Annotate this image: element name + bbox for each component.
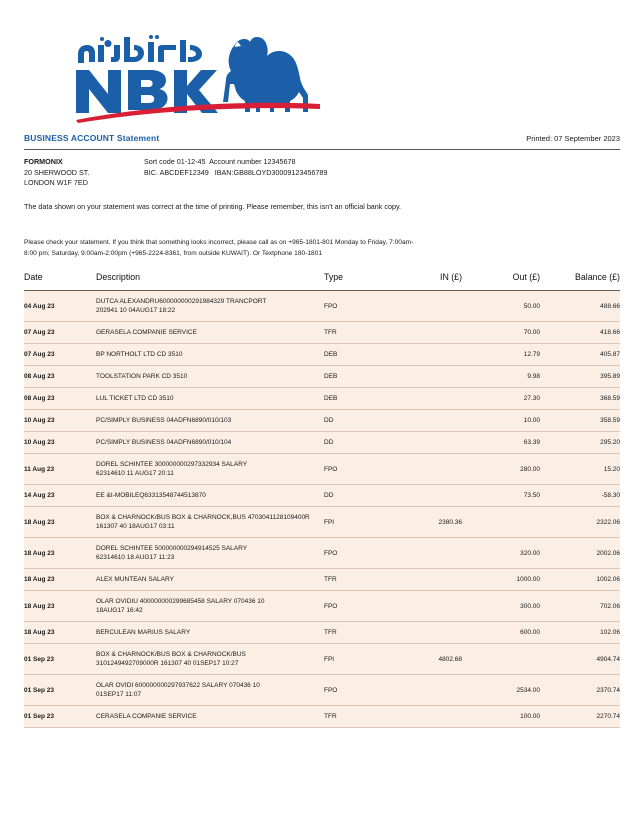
cell-in-amount xyxy=(384,322,462,344)
cell-in-amount xyxy=(384,706,462,728)
description-line-2: 01SEP17 11:07 xyxy=(96,691,142,698)
table-row xyxy=(24,569,620,591)
description-line-1: PC/SIMPLY BUSINESS 04ADFN6890/010/103 xyxy=(96,417,232,424)
description-line-1: BOX & CHARNOCK/BUS BOX & CHARNOCK/BUS xyxy=(96,651,246,658)
cell-in-amount xyxy=(384,291,462,322)
table-row xyxy=(24,706,620,728)
camel-icon xyxy=(223,37,308,112)
table-row xyxy=(24,538,620,569)
table-row xyxy=(24,410,620,432)
cell-in-amount xyxy=(384,591,462,622)
transactions-table-wrapper xyxy=(24,272,620,728)
description-line-2: 3101249492709000R 161307 40 01SEP17 10:27 xyxy=(96,660,239,667)
table-row xyxy=(24,388,620,410)
cell-description xyxy=(96,569,324,591)
description-line-1: DOREL SCHINTEE 300000000297332934 SALARY xyxy=(96,461,248,468)
cell-balance: 1002.06 xyxy=(540,569,620,591)
cell-out-amount: 12.79 xyxy=(462,344,540,366)
cell-in-amount xyxy=(384,366,462,388)
cell-out-amount: 280.00 xyxy=(462,454,540,485)
table-row xyxy=(24,507,620,538)
cell-type: FPO xyxy=(324,291,384,322)
cell-balance: 2270.74 xyxy=(540,706,620,728)
page-title: BUSINESS ACCOUNT Statement xyxy=(24,133,160,143)
cell-in-amount xyxy=(384,538,462,569)
description-line-2: 62314610 18 AUG17 11:23 xyxy=(96,554,175,561)
cell-out-amount: 320.00 xyxy=(462,538,540,569)
cell-description xyxy=(96,454,324,485)
callout-line-1: Please check your statement. If you think that something looks incorrect, please call as on +965-1801-801 Monday to Friday, 7:00am- xyxy=(24,239,414,246)
cell-date: 08 Aug 23 xyxy=(24,366,96,388)
table-row xyxy=(24,675,620,706)
cell-out-amount: 70.00 xyxy=(462,322,540,344)
account-address xyxy=(24,157,144,189)
cell-balance: 2002.06 xyxy=(540,538,620,569)
table-row xyxy=(24,644,620,675)
table-row xyxy=(24,366,620,388)
callout-line-2: 8:00 pm; Saturday, 9:00am-2:00pm (+965-2224-8361, from outside KUWAIT). Or Textphone 180-1801 xyxy=(24,249,323,257)
cell-out-amount: 9.98 xyxy=(462,366,540,388)
cell-description xyxy=(96,366,324,388)
cell-out-amount: 63.39 xyxy=(462,432,540,454)
cell-date: 01 Sep 23 xyxy=(24,706,96,728)
account-details-block xyxy=(24,157,620,189)
description-line-2: 161307 40 18AUG17 03:11 xyxy=(96,523,175,530)
cell-type: DEB xyxy=(324,388,384,410)
table-row xyxy=(24,291,620,322)
cell-out-amount: 73.50 xyxy=(462,485,540,507)
cell-description xyxy=(96,538,324,569)
cell-date: 01 Sep 23 xyxy=(24,644,96,675)
transactions-body xyxy=(24,291,620,728)
cell-description xyxy=(96,706,324,728)
sort-code-line: Sort code 01-12-45 Account number 12345678 xyxy=(144,157,296,166)
print-notice: The data shown on your statement was correct at the time of printing. Please remember, this isn't an official bank copy. xyxy=(24,202,402,211)
cell-out-amount: 27.30 xyxy=(462,388,540,410)
cell-description xyxy=(96,344,324,366)
cell-date: 10 Aug 23 xyxy=(24,432,96,454)
table-row xyxy=(24,622,620,644)
cell-balance: 368.59 xyxy=(540,388,620,410)
contact-callout xyxy=(24,238,620,259)
table-row xyxy=(24,322,620,344)
address-line-1: 20 SHERWOOD ST. xyxy=(24,167,90,177)
cell-balance: 358.59 xyxy=(540,410,620,432)
cell-description xyxy=(96,485,324,507)
cell-description xyxy=(96,432,324,454)
cell-balance: 4904.74 xyxy=(540,644,620,675)
cell-type: DD xyxy=(324,432,384,454)
description-line-1: OLAR OVIDI 600000000297937622 SALARY 070436 10 xyxy=(96,682,260,689)
cell-date: 07 Aug 23 xyxy=(24,344,96,366)
cell-date: 18 Aug 23 xyxy=(24,569,96,591)
account-numbers xyxy=(144,157,620,189)
description-line-1: TOOLSTATION PARK CD 3510 xyxy=(96,373,188,380)
cell-description xyxy=(96,675,324,706)
column-header-description: Description xyxy=(96,272,324,291)
cell-type: TFR xyxy=(324,706,384,728)
column-header-type: Type xyxy=(324,272,384,291)
cell-description xyxy=(96,591,324,622)
cell-in-amount xyxy=(384,675,462,706)
cell-in-amount xyxy=(384,622,462,644)
account-holder-name: FORMONIX xyxy=(24,157,63,166)
description-line-1: GERASELA COMPANIE SERVICE xyxy=(96,329,197,336)
nbk-logo xyxy=(38,18,338,123)
cell-description xyxy=(96,388,324,410)
cell-type: FPO xyxy=(324,675,384,706)
statement-header-row xyxy=(24,133,620,143)
cell-out-amount: 1000.00 xyxy=(462,569,540,591)
printed-date: Printed: 07 September 2023 xyxy=(526,134,620,143)
cell-balance: 2370.74 xyxy=(540,675,620,706)
cell-in-amount: 4802.68 xyxy=(384,644,462,675)
description-line-1: OLAR OVIDIU 400000000299685458 SALARY 070436 10 xyxy=(96,598,265,605)
cell-type: FPI xyxy=(324,507,384,538)
cell-balance: 15.20 xyxy=(540,454,620,485)
bic-iban-line: BIC. ABCDEF12349 IBAN:GB88LOYD30009123456789 xyxy=(144,167,328,177)
table-row xyxy=(24,344,620,366)
cell-balance: 488.66 xyxy=(540,291,620,322)
cell-balance: -58.30 xyxy=(540,485,620,507)
cell-description xyxy=(96,291,324,322)
column-header-balance: Balance (£) xyxy=(540,272,620,291)
cell-in-amount xyxy=(384,344,462,366)
cell-date: 18 Aug 23 xyxy=(24,507,96,538)
cell-balance: 702.06 xyxy=(540,591,620,622)
description-line-1: DUTCA ALEXANDRU600000000291984329 TRANCPORT xyxy=(96,298,267,305)
cell-type: DEB xyxy=(324,344,384,366)
cell-in-amount xyxy=(384,569,462,591)
description-line-1: LUL TICKET LTD CD 3510 xyxy=(96,395,174,402)
cell-date: 01 Sep 23 xyxy=(24,675,96,706)
cell-type: FPO xyxy=(324,538,384,569)
cell-in-amount: 2380.36 xyxy=(384,507,462,538)
description-line-2: 202941 10 04AUG17 18:22 xyxy=(96,307,176,314)
description-line-1: EE &t-MOBILEQ63313548744513870 xyxy=(96,492,206,499)
cell-description xyxy=(96,410,324,432)
cell-description xyxy=(96,507,324,538)
header-divider xyxy=(24,149,620,150)
cell-out-amount: 10.00 xyxy=(462,410,540,432)
cell-out-amount: 2534.00 xyxy=(462,675,540,706)
cell-out-amount: 300.00 xyxy=(462,591,540,622)
cell-type: TFR xyxy=(324,322,384,344)
cell-out-amount: 50.00 xyxy=(462,291,540,322)
cell-type: DEB xyxy=(324,366,384,388)
column-header-out: Out (£) xyxy=(462,272,540,291)
table-row xyxy=(24,454,620,485)
cell-date: 18 Aug 23 xyxy=(24,591,96,622)
cell-in-amount xyxy=(384,454,462,485)
cell-balance: 395.89 xyxy=(540,366,620,388)
cell-balance: 295.20 xyxy=(540,432,620,454)
description-line-1: ALEX MUNTEAN SALARY xyxy=(96,576,174,583)
arabic-wordmark xyxy=(78,35,202,63)
cell-out-amount: 100.00 xyxy=(462,706,540,728)
cell-out-amount xyxy=(462,507,540,538)
description-line-1: PC/SIMPLY BUSINESS 04ADFN6890/010/104 xyxy=(96,439,232,446)
description-line-1: BP NORTHOLT LTD CD 3510 xyxy=(96,351,183,358)
table-row xyxy=(24,432,620,454)
cell-date: 08 Aug 23 xyxy=(24,388,96,410)
description-line-1: BOX & CHARNOCK/BUS BOX & CHARNOCK,BUS 4703041128109400R xyxy=(96,514,310,521)
column-header-in: IN (£) xyxy=(384,272,462,291)
cell-date: 18 Aug 23 xyxy=(24,622,96,644)
cell-out-amount: 600.00 xyxy=(462,622,540,644)
cell-date: 07 Aug 23 xyxy=(24,322,96,344)
cell-description xyxy=(96,322,324,344)
cell-balance: 102.06 xyxy=(540,622,620,644)
cell-in-amount xyxy=(384,410,462,432)
cell-type: TFR xyxy=(324,622,384,644)
transactions-table xyxy=(24,272,620,728)
description-line-2: 18AUG17 16:42 xyxy=(96,607,143,614)
cell-description xyxy=(96,622,324,644)
cell-type: FPO xyxy=(324,591,384,622)
cell-out-amount xyxy=(462,644,540,675)
table-row xyxy=(24,591,620,622)
cell-description xyxy=(96,644,324,675)
address-line-2: LONDON W1F 7ED xyxy=(24,178,88,187)
cell-balance: 418.66 xyxy=(540,322,620,344)
cell-in-amount xyxy=(384,432,462,454)
cell-type: FPO xyxy=(324,454,384,485)
cell-type: DD xyxy=(324,485,384,507)
cell-date: 11 Aug 23 xyxy=(24,454,96,485)
cell-type: FPI xyxy=(324,644,384,675)
column-header-date: Date xyxy=(24,272,96,291)
description-line-1: CERASELA COMPANIE SERVICE xyxy=(96,713,197,720)
description-line-1: BERCULEAN MARIUS SALARY xyxy=(96,629,191,636)
table-header-row xyxy=(24,272,620,291)
cell-type: DD xyxy=(324,410,384,432)
cell-in-amount xyxy=(384,485,462,507)
table-row xyxy=(24,485,620,507)
cell-date: 10 Aug 23 xyxy=(24,410,96,432)
cell-date: 18 Aug 23 xyxy=(24,538,96,569)
cell-date: 14 Aug 23 xyxy=(24,485,96,507)
cell-date: 04 Aug 23 xyxy=(24,291,96,322)
cell-type: TFR xyxy=(324,569,384,591)
description-line-1: DOREL SCHINTEE 500000000294914525 SALARY xyxy=(96,545,248,552)
cell-balance: 2322.06 xyxy=(540,507,620,538)
cell-in-amount xyxy=(384,388,462,410)
description-line-2: 62314610 11 AUG17 20:11 xyxy=(96,470,174,477)
cell-balance: 405.87 xyxy=(540,344,620,366)
